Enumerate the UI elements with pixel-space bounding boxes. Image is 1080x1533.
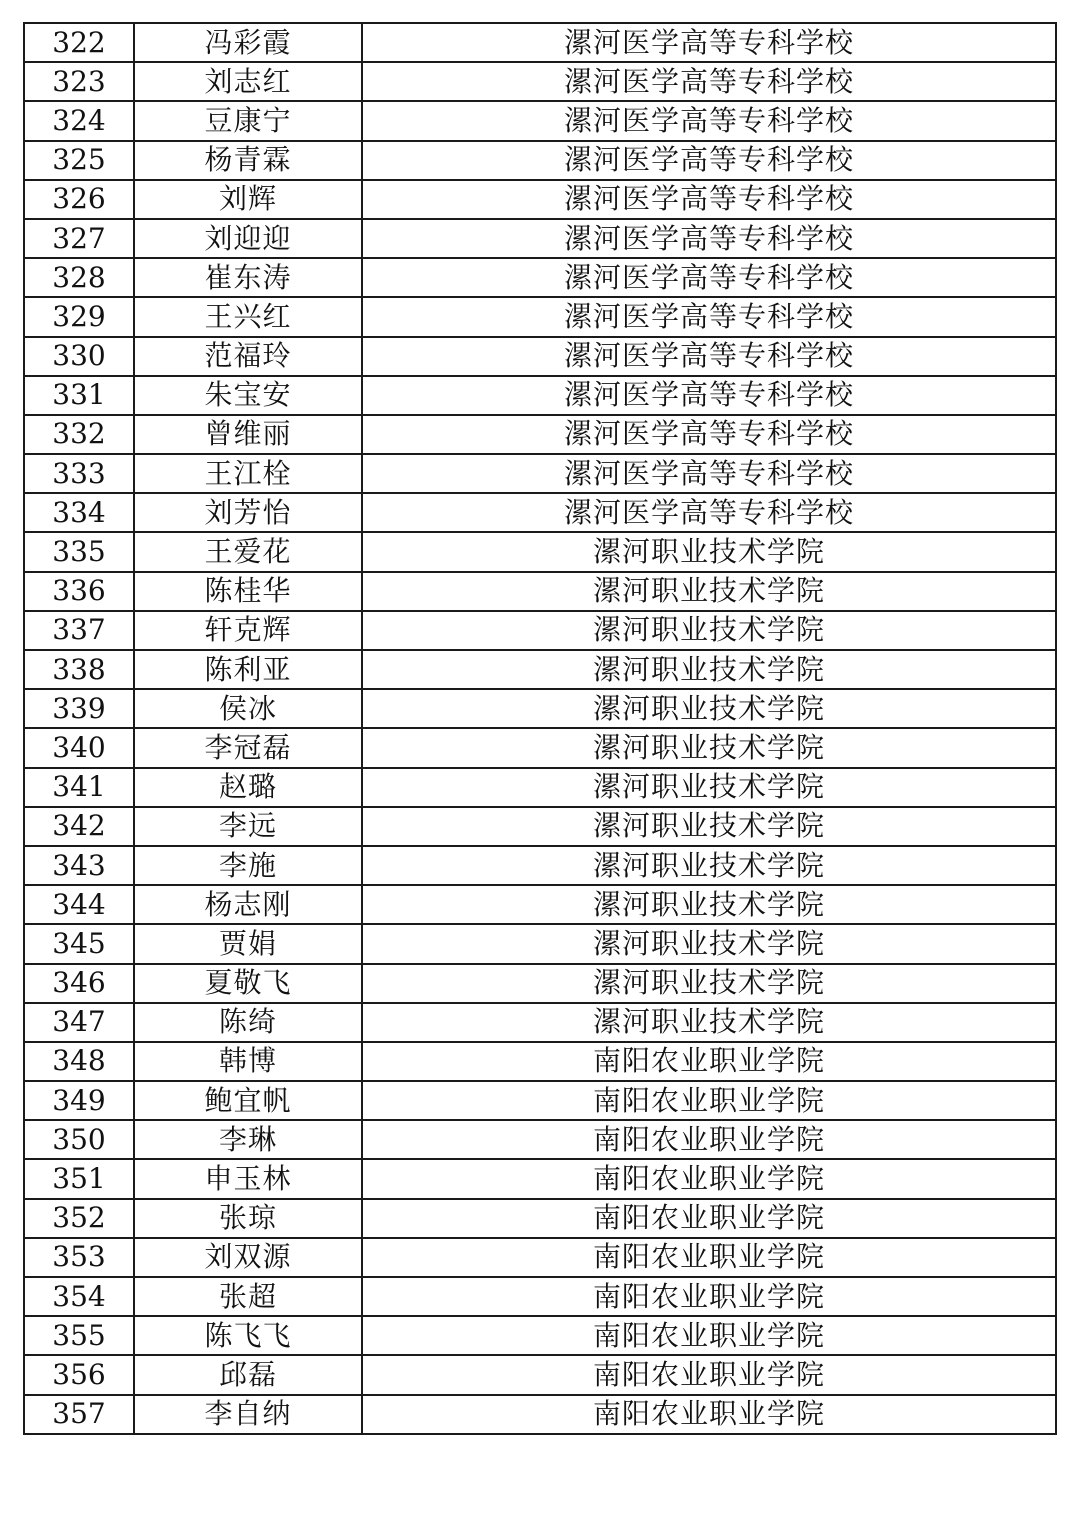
serial-number-cell: 331	[24, 376, 134, 415]
name-cell: 赵璐	[134, 768, 362, 807]
serial-number-cell: 325	[24, 141, 134, 180]
school-cell: 南阳农业职业学院	[362, 1395, 1056, 1434]
school-cell: 漯河医学高等专科学校	[362, 219, 1056, 258]
name-cell: 鲍宜帆	[134, 1081, 362, 1120]
school-cell: 南阳农业职业学院	[362, 1355, 1056, 1394]
school-cell: 漯河医学高等专科学校	[362, 180, 1056, 219]
name-cell: 刘辉	[134, 180, 362, 219]
table-row	[24, 1199, 1056, 1238]
serial-number-cell: 332	[24, 415, 134, 454]
name-cell: 张超	[134, 1277, 362, 1316]
serial-number-cell: 340	[24, 728, 134, 767]
table-row	[24, 1003, 1056, 1042]
school-cell: 南阳农业职业学院	[362, 1277, 1056, 1316]
roster-table-body	[24, 23, 1056, 1434]
table-row	[24, 1355, 1056, 1394]
serial-number-cell: 354	[24, 1277, 134, 1316]
table-row	[24, 258, 1056, 297]
serial-number-cell: 333	[24, 454, 134, 493]
name-cell: 刘迎迎	[134, 219, 362, 258]
serial-number-cell: 326	[24, 180, 134, 219]
school-cell: 漯河职业技术学院	[362, 611, 1056, 650]
serial-number-cell: 328	[24, 258, 134, 297]
table-row	[24, 23, 1056, 62]
name-cell: 李自纳	[134, 1395, 362, 1434]
name-cell: 贾娟	[134, 924, 362, 963]
name-cell: 崔东涛	[134, 258, 362, 297]
school-cell: 漯河医学高等专科学校	[362, 376, 1056, 415]
name-cell: 曾维丽	[134, 415, 362, 454]
table-row	[24, 1316, 1056, 1355]
serial-number-cell: 337	[24, 611, 134, 650]
school-cell: 漯河医学高等专科学校	[362, 258, 1056, 297]
name-cell: 陈绮	[134, 1003, 362, 1042]
name-cell: 申玉林	[134, 1159, 362, 1198]
table-row	[24, 1277, 1056, 1316]
table-row	[24, 572, 1056, 611]
serial-number-cell: 357	[24, 1395, 134, 1434]
serial-number-cell: 355	[24, 1316, 134, 1355]
school-cell: 漯河职业技术学院	[362, 728, 1056, 767]
name-cell: 夏敬飞	[134, 964, 362, 1003]
school-cell: 南阳农业职业学院	[362, 1120, 1056, 1159]
table-row	[24, 532, 1056, 571]
school-cell: 漯河职业技术学院	[362, 885, 1056, 924]
serial-number-cell: 339	[24, 689, 134, 728]
table-row	[24, 337, 1056, 376]
school-cell: 漯河职业技术学院	[362, 964, 1056, 1003]
table-row	[24, 846, 1056, 885]
school-cell: 南阳农业职业学院	[362, 1042, 1056, 1081]
name-cell: 韩博	[134, 1042, 362, 1081]
name-cell: 张琼	[134, 1199, 362, 1238]
table-row	[24, 219, 1056, 258]
school-cell: 漯河职业技术学院	[362, 689, 1056, 728]
table-row	[24, 728, 1056, 767]
roster-table	[23, 22, 1057, 1435]
table-row	[24, 650, 1056, 689]
name-cell: 侯冰	[134, 689, 362, 728]
table-row	[24, 62, 1056, 101]
name-cell: 豆康宁	[134, 101, 362, 140]
table-row	[24, 1042, 1056, 1081]
name-cell: 王兴红	[134, 297, 362, 336]
school-cell: 漯河医学高等专科学校	[362, 493, 1056, 532]
serial-number-cell: 352	[24, 1199, 134, 1238]
name-cell: 杨志刚	[134, 885, 362, 924]
school-cell: 漯河职业技术学院	[362, 924, 1056, 963]
name-cell: 陈利亚	[134, 650, 362, 689]
table-row	[24, 1120, 1056, 1159]
table-row	[24, 1395, 1056, 1434]
table-row	[24, 807, 1056, 846]
table-row	[24, 964, 1056, 1003]
serial-number-cell: 336	[24, 572, 134, 611]
school-cell: 漯河职业技术学院	[362, 846, 1056, 885]
serial-number-cell: 334	[24, 493, 134, 532]
name-cell: 李施	[134, 846, 362, 885]
school-cell: 漯河职业技术学院	[362, 532, 1056, 571]
name-cell: 陈桂华	[134, 572, 362, 611]
serial-number-cell: 346	[24, 964, 134, 1003]
table-row	[24, 493, 1056, 532]
school-cell: 漯河医学高等专科学校	[362, 454, 1056, 493]
name-cell: 王江栓	[134, 454, 362, 493]
table-row	[24, 1238, 1056, 1277]
serial-number-cell: 330	[24, 337, 134, 376]
name-cell: 邱磊	[134, 1355, 362, 1394]
serial-number-cell: 349	[24, 1081, 134, 1120]
school-cell: 漯河职业技术学院	[362, 572, 1056, 611]
table-row	[24, 180, 1056, 219]
name-cell: 陈飞飞	[134, 1316, 362, 1355]
name-cell: 刘芳怡	[134, 493, 362, 532]
serial-number-cell: 322	[24, 23, 134, 62]
table-row	[24, 689, 1056, 728]
serial-number-cell: 350	[24, 1120, 134, 1159]
serial-number-cell: 338	[24, 650, 134, 689]
name-cell: 范福玲	[134, 337, 362, 376]
serial-number-cell: 323	[24, 62, 134, 101]
school-cell: 南阳农业职业学院	[362, 1316, 1056, 1355]
school-cell: 漯河职业技术学院	[362, 768, 1056, 807]
school-cell: 漯河职业技术学院	[362, 1003, 1056, 1042]
serial-number-cell: 344	[24, 885, 134, 924]
serial-number-cell: 342	[24, 807, 134, 846]
name-cell: 李冠磊	[134, 728, 362, 767]
serial-number-cell: 324	[24, 101, 134, 140]
serial-number-cell: 335	[24, 532, 134, 571]
serial-number-cell: 353	[24, 1238, 134, 1277]
serial-number-cell: 343	[24, 846, 134, 885]
name-cell: 李琳	[134, 1120, 362, 1159]
table-row	[24, 141, 1056, 180]
serial-number-cell: 348	[24, 1042, 134, 1081]
serial-number-cell: 341	[24, 768, 134, 807]
name-cell: 刘双源	[134, 1238, 362, 1277]
serial-number-cell: 345	[24, 924, 134, 963]
name-cell: 冯彩霞	[134, 23, 362, 62]
school-cell: 漯河医学高等专科学校	[362, 141, 1056, 180]
table-row	[24, 1159, 1056, 1198]
table-row	[24, 415, 1056, 454]
serial-number-cell: 356	[24, 1355, 134, 1394]
school-cell: 漯河医学高等专科学校	[362, 62, 1056, 101]
school-cell: 漯河医学高等专科学校	[362, 297, 1056, 336]
table-row	[24, 376, 1056, 415]
serial-number-cell: 351	[24, 1159, 134, 1198]
table-row	[24, 454, 1056, 493]
school-cell: 漯河职业技术学院	[362, 807, 1056, 846]
school-cell: 南阳农业职业学院	[362, 1159, 1056, 1198]
name-cell: 杨青霖	[134, 141, 362, 180]
serial-number-cell: 329	[24, 297, 134, 336]
table-row	[24, 611, 1056, 650]
serial-number-cell: 327	[24, 219, 134, 258]
school-cell: 漯河医学高等专科学校	[362, 415, 1056, 454]
table-row	[24, 768, 1056, 807]
school-cell: 漯河医学高等专科学校	[362, 23, 1056, 62]
name-cell: 李远	[134, 807, 362, 846]
name-cell: 刘志红	[134, 62, 362, 101]
name-cell: 王爱花	[134, 532, 362, 571]
school-cell: 南阳农业职业学院	[362, 1238, 1056, 1277]
table-row	[24, 924, 1056, 963]
name-cell: 朱宝安	[134, 376, 362, 415]
school-cell: 漯河职业技术学院	[362, 650, 1056, 689]
table-row	[24, 101, 1056, 140]
school-cell: 南阳农业职业学院	[362, 1081, 1056, 1120]
school-cell: 漯河医学高等专科学校	[362, 101, 1056, 140]
school-cell: 南阳农业职业学院	[362, 1199, 1056, 1238]
table-row	[24, 297, 1056, 336]
table-row	[24, 1081, 1056, 1120]
table-row	[24, 885, 1056, 924]
school-cell: 漯河医学高等专科学校	[362, 337, 1056, 376]
name-cell: 轩克辉	[134, 611, 362, 650]
serial-number-cell: 347	[24, 1003, 134, 1042]
